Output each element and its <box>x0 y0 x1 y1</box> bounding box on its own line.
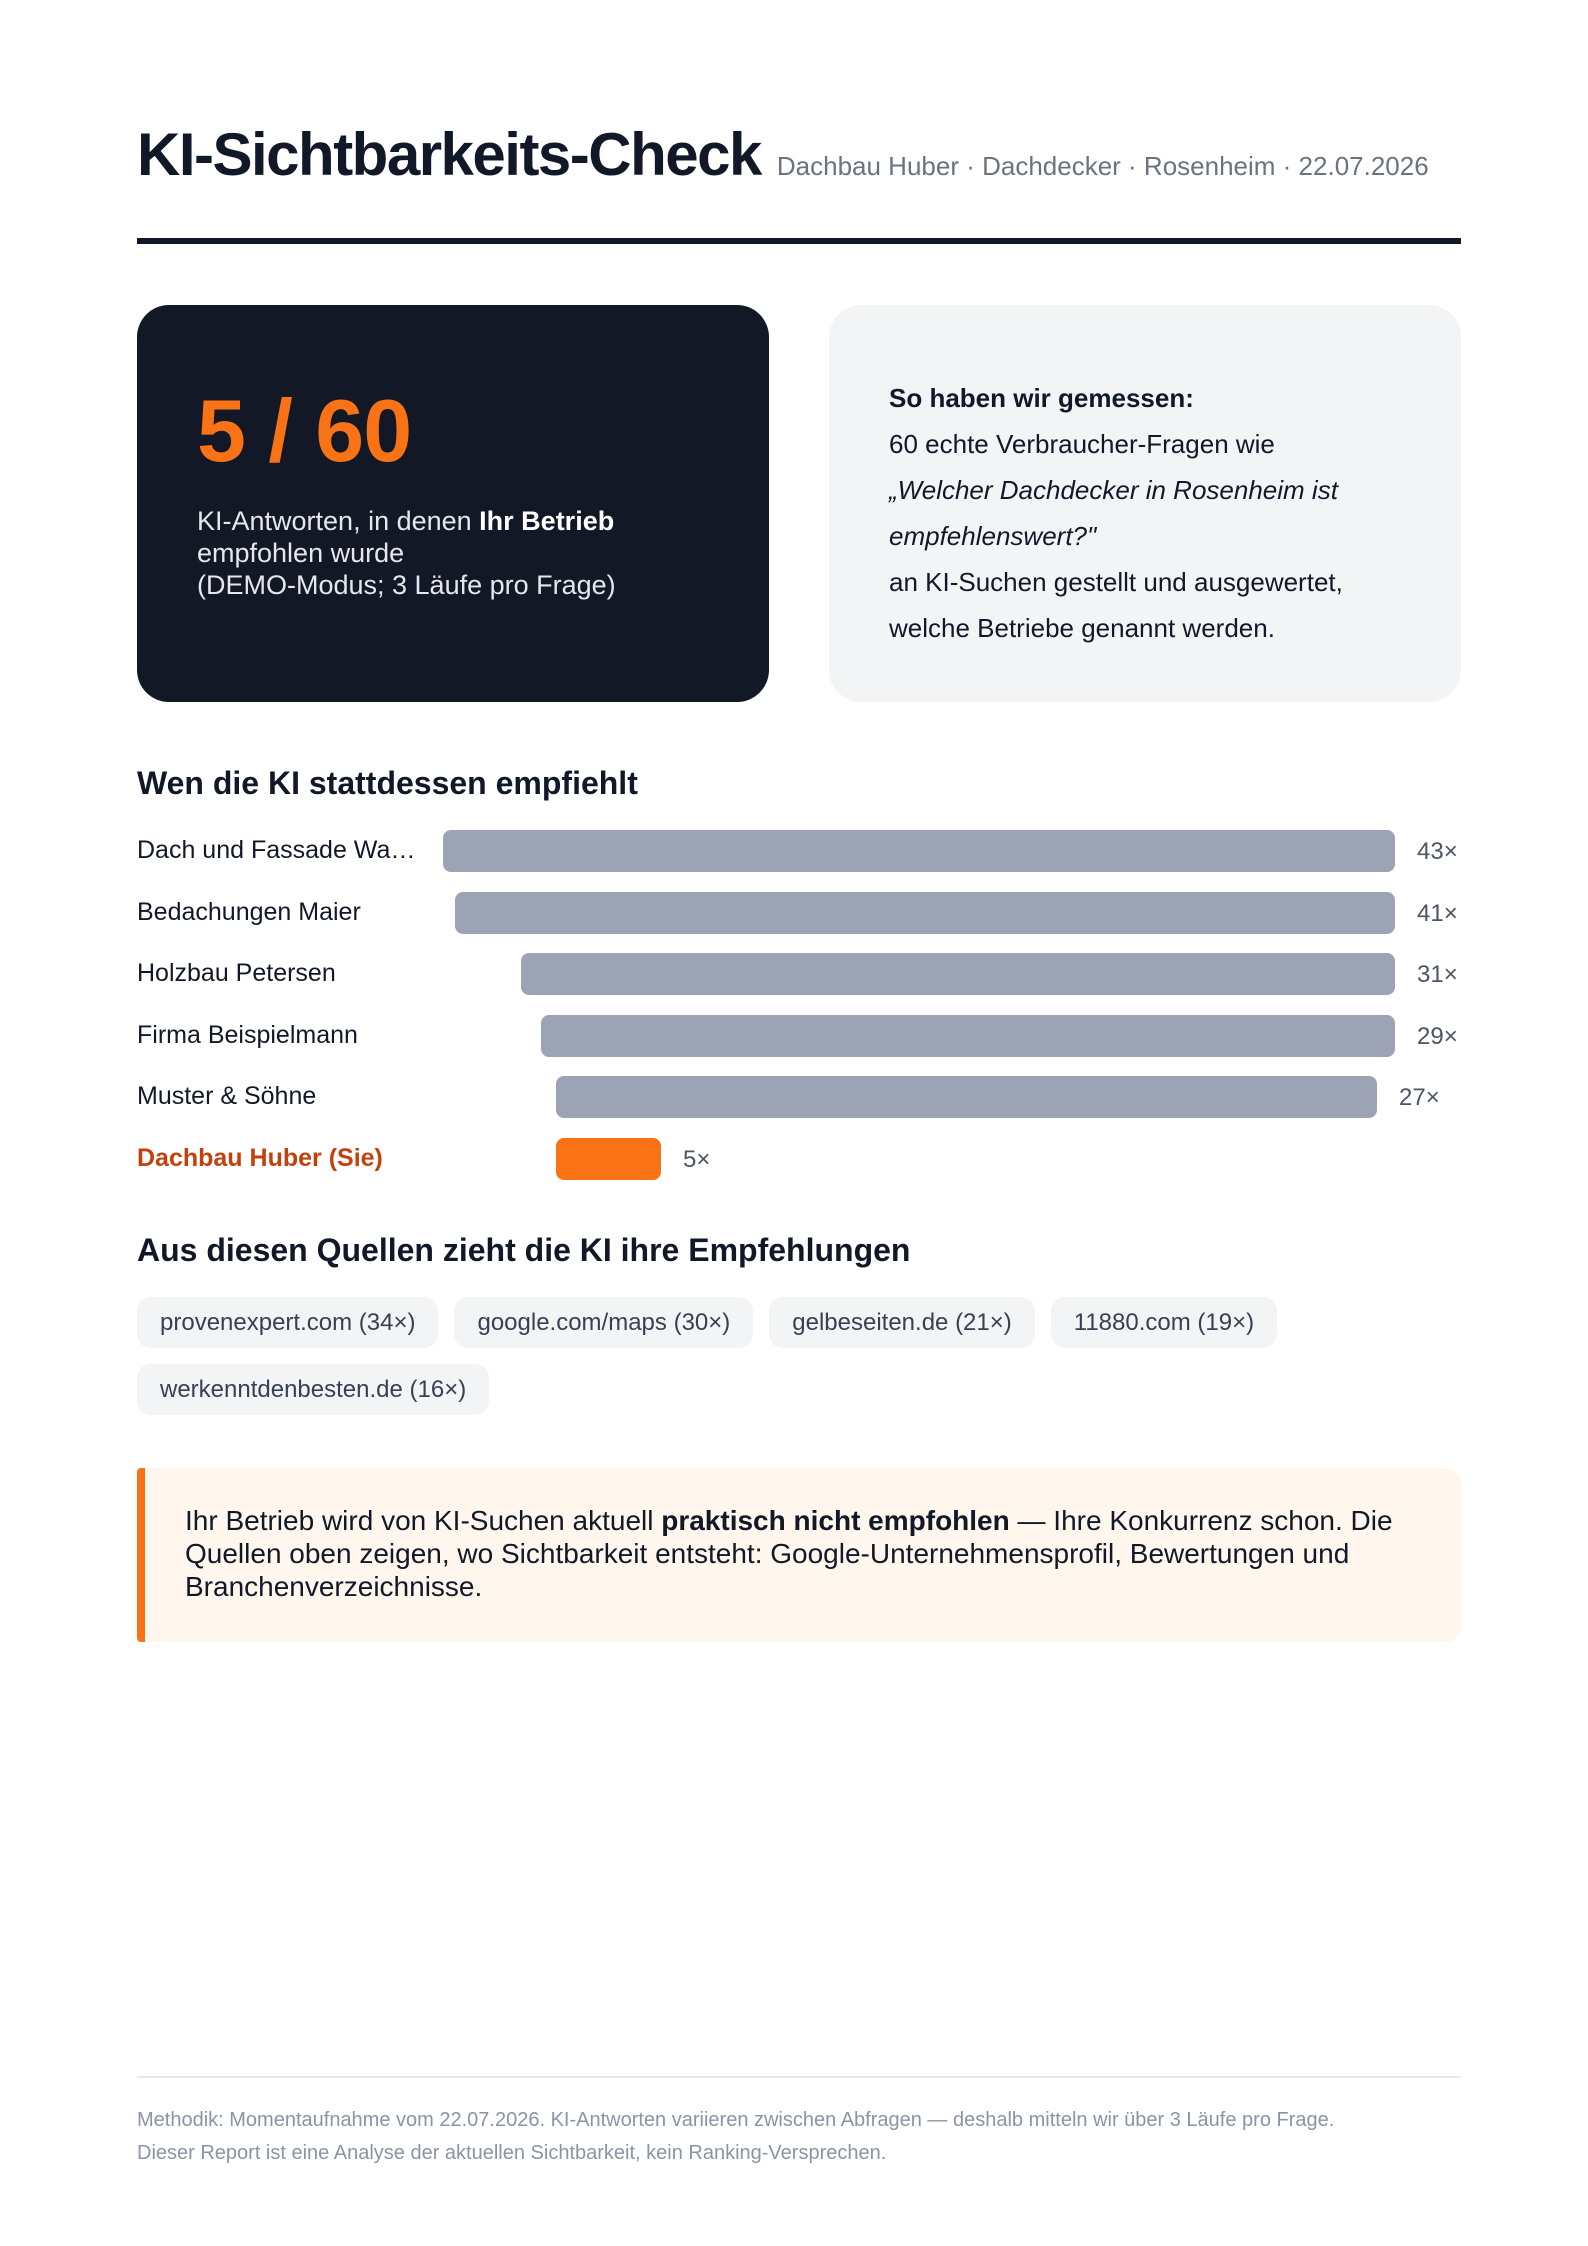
method-quote-line2: empfehlenswert?" <box>889 521 1097 551</box>
source-chip: 11880.com (19×) <box>1051 1297 1277 1348</box>
method-line3: an KI-Suchen gestellt und ausgewertet, <box>889 567 1343 597</box>
bar-label: Holzbau Petersen <box>137 959 336 987</box>
score-desc-line3: (DEMO-Modus; 3 Läufe pro Frage) <box>197 570 616 600</box>
bar-label: Muster & Söhne <box>137 1082 317 1110</box>
header-divider <box>137 238 1461 244</box>
score-desc-line2: empfohlen wurde <box>197 538 405 568</box>
method-line4: welche Betriebe genannt werden. <box>889 613 1275 643</box>
callout-suffix: — Ihre Konkurrenz schon. Die Quellen oben zeigen, wo Sichtbarkeit entsteht: Google-Unternehmensprofil, Bewertungen und Branchenverzeichnisse. <box>185 1505 1393 1602</box>
bar <box>541 1015 1395 1057</box>
score-value: 5 / 60 <box>197 381 412 480</box>
score-card <box>137 305 769 702</box>
callout-bold: praktisch nicht empfohlen <box>661 1505 1010 1536</box>
source-chip: provenexpert.com (34×) <box>137 1297 438 1348</box>
bar <box>443 830 1395 872</box>
footer-line2: Dieser Report ist eine Analyse der aktuellen Sichtbarkeit, kein Ranking-Versprechen. <box>137 2142 887 2164</box>
bar-value-label: 29× <box>1417 1022 1458 1050</box>
method-card <box>829 305 1461 702</box>
bar <box>556 1076 1377 1118</box>
callout-prefix: Ihr Betrieb wird von KI-Suchen aktuell <box>185 1505 662 1536</box>
methodology-footer <box>137 2104 1461 2170</box>
source-chip: werkenntdenbesten.de (16×) <box>137 1364 489 1415</box>
bar-value-label: 5× <box>683 1145 711 1173</box>
competitor-bar-chart <box>137 830 1461 1190</box>
bar <box>455 892 1395 934</box>
method-line1: 60 echte Verbraucher-Fragen wie <box>889 429 1275 459</box>
bar-value-label: 43× <box>1417 838 1458 865</box>
bar-value-label: 27× <box>1399 1084 1440 1111</box>
bar-value-label: 41× <box>1417 899 1458 927</box>
score-desc-prefix: KI-Antworten, in denen <box>197 506 480 536</box>
bar-label: Dach und Fassade Wa… <box>137 836 416 864</box>
method-quote-line1: „Welcher Dachdecker in Rosenheim ist <box>889 475 1338 505</box>
footer-line1: Methodik: Momentaufnahme vom 22.07.2026. KI-Antworten variieren zwischen Abfragen — deshalb mitteln wir über 3 Läufe pro Frage. <box>137 2109 1335 2131</box>
bar-label: Bedachungen Maier <box>137 897 361 926</box>
bar-value-label: 31× <box>1417 961 1458 988</box>
competitors-heading: Wen die KI stattdessen empfiehlt <box>137 765 638 801</box>
source-chip: google.com/maps (30×) <box>454 1297 753 1348</box>
score-description <box>197 505 709 601</box>
bar-label: Firma Beispielmann <box>137 1020 358 1049</box>
report-title: KI-Sichtbarkeits-Check <box>137 121 761 188</box>
report-subtitle: Dachbau Huber · Dachdecker · Rosenheim · 22.07.2026 <box>776 151 1429 181</box>
report-header <box>137 120 1461 189</box>
sources-heading: Aus diesen Quellen zieht die KI ihre Empfehlungen <box>137 1232 911 1268</box>
method-text <box>889 375 1401 651</box>
score-desc-bold: Ihr Betrieb <box>479 506 615 536</box>
bar-label: Dachbau Huber (Sie) <box>137 1143 383 1172</box>
bar-self <box>556 1138 661 1180</box>
source-chip: gelbeseiten.de (21×) <box>769 1297 1035 1348</box>
bar <box>521 953 1395 995</box>
summary-callout <box>137 1468 1461 1642</box>
footer-divider <box>137 2076 1461 2078</box>
source-chips <box>137 1297 1461 1415</box>
method-heading: So haben wir gemessen: <box>889 383 1194 413</box>
